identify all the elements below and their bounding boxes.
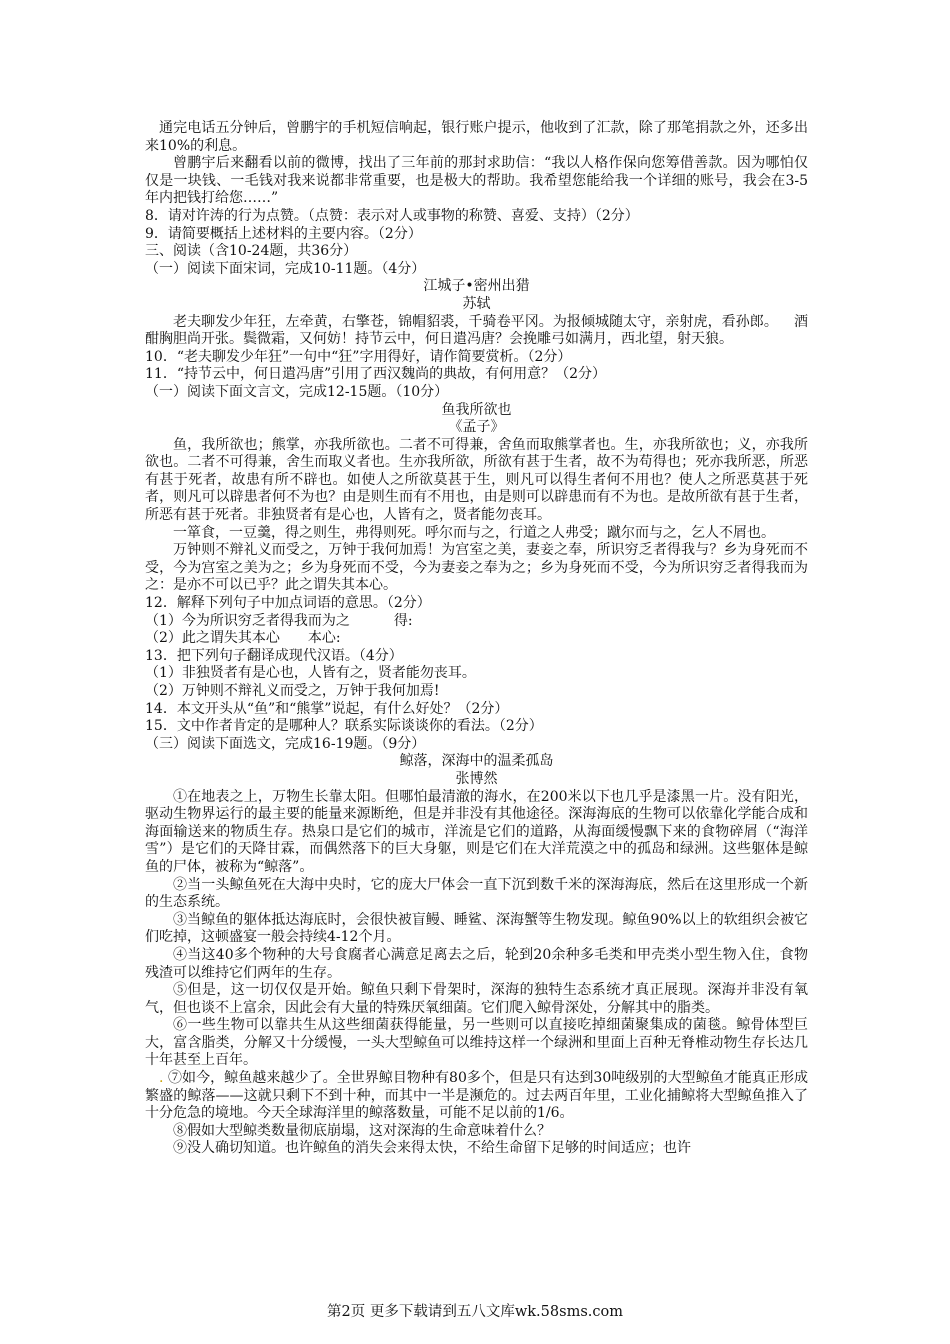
paragraph: ③当鲸鱼的躯体抵达海底时，会很快被盲鳗、睡鲨、深海蟹等生物发现。鲸鱼90%以上的软组织会被它们吃掉，这顿盛宴一般会持续4-12个月。 [145,911,808,946]
question-14: 14．本文开头从“鱼”和“熊掌”说起，有什么好处？（2分） [145,700,509,717]
question-12-1: （1）今为所识穷乏者得我而为之 得: [145,612,413,629]
question-13: 13．把下列句子翻译成现代汉语。（4分） [145,647,403,664]
subsection-heading: （一）阅读下面文言文，完成12-15题。（10分） [145,383,449,400]
paragraph: . ⑦如今，鲸鱼越来越少了。全世界鲸目物种有80多个，但是只有达到30吨级别的大型鲸鱼才能真正形成繁盛的鲸落——这就只剩下不到十种，而其中一半是濒危的。过去两百年里，工业化捕鲸将大型鲸鱼推入了十分危急的境地。今天全球海洋里的鲸落数量，可能不足以前的1/6。 [145,1070,808,1122]
subsection-heading: （三）阅读下面选文，完成16-19题。（9分） [145,735,426,752]
poem-part-1: 老夫聊发少年狂，左牵黄，右擎苍，锦帽貂裘，千骑卷平冈。为报倾城随太守，亲射虎，看孙郎。 [173,313,778,330]
question-15: 15．文中作者肯定的是哪种人？联系实际谈谈你的看法。（2分） [145,718,543,735]
classical-text-author: 《孟子》 [448,419,505,436]
paragraph: ④当这40多个物种的大号食腐者心满意足离去之后，轮到20余种多毛类和甲壳类小型生物入住，食物残渣可以维持它们两年的生存。 [145,946,808,981]
question-12: 12．解释下列句子中加点词语的意思。（2分） [145,595,431,612]
section-heading: 三、阅读（含10-24题，共36分） [145,243,358,260]
question-10: 10．“老夫聊发少年狂”一句中“狂”字用得好，请作简要赏析。（2分） [145,348,572,365]
dot-mark: . [159,1070,164,1087]
poem-text [145,314,808,349]
paragraph: 曾鹏宇后来翻看以前的微博，找出了三年前的那封求助信：“我以人格作保向您筹借善款。因为哪怕仅仅是一块钱、一毛钱对我来说都非常重要，也是极大的帮助。我希望您能给我一个详细的账号，我会在3-5年内把钱打给您……” [145,155,808,207]
document-body [145,120,808,1158]
poem-title: 江城子•密州出猎 [423,278,530,295]
page-footer: 第2页 更多下载请到五八文库wk.58sms.com [327,1304,623,1320]
question-11: 11．“持节云中，何日遣冯唐”引用了西汉魏尚的典故，有何用意？（2分） [145,366,607,383]
question-13-2: （2）万钟则不辩礼义而受之，万钟于我何加焉! [145,683,440,699]
article-title: 鲸落，深海中的温柔孤岛 [399,753,554,770]
paragraph: ⑨没人确切知道。也许鲸鱼的消失会来得太快，不给生命留下足够的时间适应；也许 [173,1140,691,1157]
paragraph: 通完电话五分钟后，曾鹏宇的手机短信响起，银行账户提示，他收到了汇款，除了那笔捐款之外，还多出来10%的利息。 [145,120,808,154]
paragraph: 万钟则不辩礼义而受之，万钟于我何加焉！为宫室之美，妻妾之奉，所识穷乏者得我与？乡为身死而不受，今为宫室之美为之；乡为身死而不受，今为妻妾之奉为之；乡为身死而不受，今为所识穷乏者得我而为之：是亦不可以已乎？此之谓失其本心。 [145,542,808,594]
question-9: 9．请简要概括上述材料的主要内容。（2分） [145,225,422,242]
paragraph: ⑧假如大型鲸类数量彻底崩塌，这对深海的生命意味着什么？ [173,1122,551,1139]
paragraph: ②当一头鲸鱼死在大海中央时，它的庞大尸体会一直下沉到数千米的深海海底，然后在这里形成一个新的生态系统。 [145,876,808,911]
paragraph: ⑥一些生物可以靠共生从这些细菌获得能量，另一些则可以直接吃掉细菌聚集成的菌毯。鲸骨体型巨大，富含脂类，分解又十分缓慢，一头大型鲸鱼可以维持这样一个绿洲和里面上百种无脊椎动物生存长达几十年甚至上百年。 [145,1017,808,1069]
paragraph: ⑤但是，这一切仅仅是开始。鲸鱼只剩下骨架时，深海的独特生态系统才真正展现。深海并非没有氧气，但也谈不上富余，因此会有大量的特殊厌氧细菌。它们爬入鲸骨深处，分解其中的脂类。 [145,982,808,1016]
paragraph: ①在地表之上，万物生长靠太阳。但哪怕最清澈的海水，在200米以下也几乎是漆黑一片。没有阳光，驱动生物界运行的最主要的能量来源断绝，但是并非没有其他途径。深海海底的生物可以依靠化学能合成和海面输送来的物质生存。热泉口是它们的城市，洋流是它们的道路，从海面缓慢飘下来的食物碎屑（“海洋雪”）是它们的天降甘霖，而偶然落下的巨大身躯，则是它们在大洋荒漠之中的孤岛和绿洲。这些躯体是鲸鱼的尸体，被称为“鲸落”。 [145,788,808,875]
poem-author: 苏轼 [462,295,491,312]
poem-part-2: 酒酣胸胆尚开张。鬓微霜，又何妨！持节云中，何日遣冯唐？会挽雕弓如满月，西北望，射天狼。 [145,313,809,348]
question-13-1: （1）非独贤者有是心也，人皆有之，贤者能勿丧耳。 [145,665,476,682]
subsection-heading: （一）阅读下面宋词，完成10-11题。（4分） [145,260,426,277]
classical-text-title: 鱼我所欲也 [441,401,512,418]
paragraph: 鱼，我所欲也；熊掌，亦我所欲也。二者不可得兼，舍鱼而取熊掌者也。生，亦我所欲也；义，亦我所欲也。二者不可得兼，舍生而取义者也。生亦我所欲，所欲有甚于生者，故不为苟得也；死亦我所恶，所恶有甚于死者，故患有所不辟也。如使人之所欲莫甚于生，则凡可以得生者何不用也？使人之所恶莫甚于死者，则凡可以辟患者何不为也？由是则生而有不用也，由是则可以辟患而有不为也。是故所欲有甚于生者，所恶有甚于死者。非独贤者有是心也，人皆有之，贤者能勿丧耳。 [145,436,808,524]
question-8: 8．请对许涛的行为点赞。（点赞：表示对人或事物的称赞、喜爱、支持）（2分） [145,207,639,224]
question-12-2: （2）此之谓失其本心 本心: [145,630,341,647]
article-author: 张博然 [455,770,498,787]
paragraph: 一箪食，一豆羹，得之则生，弗得则死。呼尔而与之，行道之人弗受；蹴尔而与之，乞人不屑也。 [173,524,775,541]
